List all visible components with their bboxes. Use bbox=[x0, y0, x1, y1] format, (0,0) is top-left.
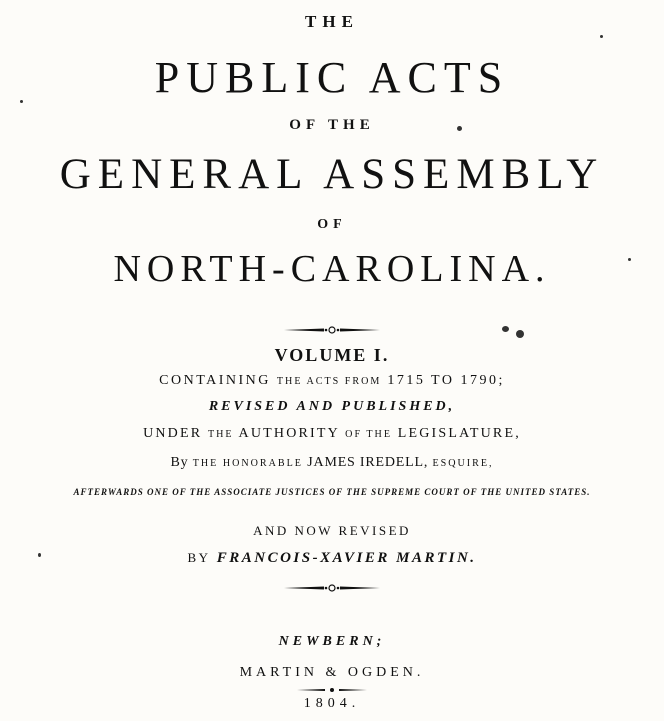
ink-speck bbox=[502, 326, 509, 332]
title-the: THE bbox=[305, 12, 359, 31]
title-of: OF bbox=[317, 217, 347, 232]
title-of-the: OF THE bbox=[289, 117, 375, 133]
ornamental-rule bbox=[0, 325, 664, 335]
volume-heading: VOLUME I. bbox=[274, 345, 390, 365]
under-word: UNDER bbox=[143, 426, 203, 441]
imprint-place: NEWBERN; bbox=[278, 634, 386, 649]
authority-line bbox=[0, 426, 664, 442]
martin-name: FRANCOIS-XAVIER MARTIN. bbox=[216, 550, 477, 566]
by-word: By bbox=[170, 455, 189, 470]
esquire-word: ESQUIRE, bbox=[432, 458, 494, 469]
iredell-line bbox=[0, 455, 664, 471]
containing-word: CONTAINING bbox=[159, 373, 271, 388]
ink-speck bbox=[628, 258, 631, 261]
honorable-words: THE HONORABLE bbox=[192, 458, 303, 469]
ink-speck bbox=[600, 35, 603, 38]
authority-word: AUTHORITY bbox=[238, 426, 340, 441]
imprint-year: 1804. bbox=[303, 696, 361, 711]
of-the-word: OF THE bbox=[345, 429, 392, 440]
imprint-printer: MARTIN & OGDEN. bbox=[239, 665, 425, 680]
afterwards-line: AFTERWARDS ONE OF THE ASSOCIATE JUSTICES OF THE SUPREME COURT OF THE UNITED STATES. bbox=[73, 487, 591, 497]
ink-speck bbox=[20, 100, 23, 103]
ornamental-rule bbox=[0, 687, 664, 693]
by-word-2: BY bbox=[187, 550, 211, 565]
revised-published-line: REVISED AND PUBLISHED, bbox=[208, 399, 456, 414]
title-state: NORTH-CAROLINA. bbox=[113, 248, 551, 290]
martin-line bbox=[0, 550, 664, 567]
ornamental-rule bbox=[0, 583, 664, 593]
ink-speck bbox=[516, 330, 524, 338]
iredell-name: JAMES IREDELL, bbox=[307, 455, 429, 470]
the-acts-from: THE ACTS FROM bbox=[276, 376, 382, 387]
the-word: THE bbox=[208, 429, 234, 440]
title-public-acts: PUBLIC ACTS bbox=[154, 53, 510, 102]
now-revised-line: AND NOW REVISED bbox=[253, 523, 411, 538]
legislature-word: LEGISLATURE, bbox=[397, 426, 521, 441]
containing-line bbox=[0, 373, 664, 389]
ink-speck bbox=[457, 126, 462, 131]
date-range: 1715 TO 1790; bbox=[387, 373, 505, 388]
ink-speck bbox=[38, 553, 41, 557]
title-general-assembly: GENERAL ASSEMBLY bbox=[59, 151, 605, 198]
